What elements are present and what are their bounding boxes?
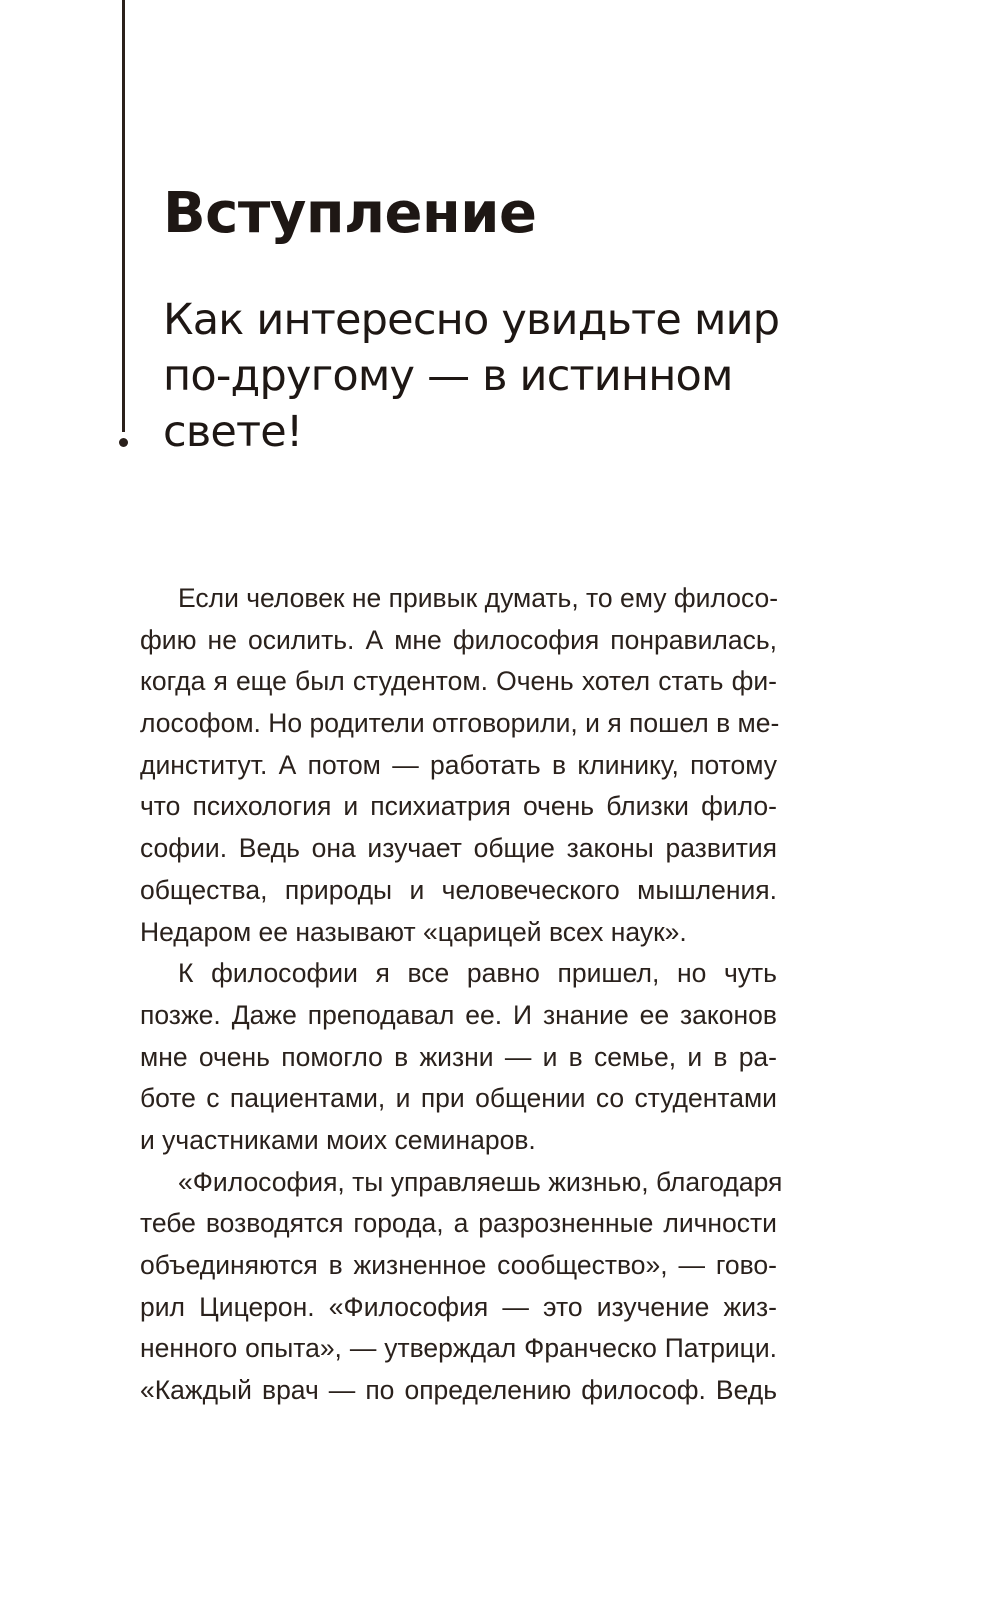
paragraph-2-line: позже. Даже преподавал ее. И знание ее законов: [140, 999, 777, 1030]
rule-end-dot: [119, 438, 128, 447]
paragraph-2-line: боте с пациентами, и при общении со студентами: [140, 1083, 777, 1114]
chapter-subtitle: [163, 292, 803, 460]
paragraph-1-line: софии. Ведь она изучает общие законы развития: [140, 833, 777, 864]
paragraph-1-line: что психология и психиатрия очень близки фило-: [140, 791, 777, 822]
paragraph-2-line: и участниками моих семинаров.: [140, 1124, 536, 1155]
paragraph-3-line: «Каждый врач — по определению философ. Ведь: [140, 1375, 777, 1406]
paragraph-2-line: мне очень помогло в жизни — и в семье, и в ра-: [140, 1041, 777, 1072]
paragraph-1-line: общества, природы и человеческого мышления.: [140, 874, 777, 905]
paragraph-2-line: К философии я все равно пришел, но чуть: [178, 958, 777, 989]
paragraph-1-line: когда я еще был студентом. Очень хотел стать фи-: [140, 666, 777, 697]
chapter-title: Вступление: [163, 181, 537, 246]
subtitle-line: свете!: [163, 407, 303, 457]
paragraph-1-line: лософом. Но родители отговорили, и я пошел в ме-: [140, 708, 780, 739]
paragraph-1-line: Если человек не привык думать, то ему филосо-: [178, 583, 779, 613]
paragraph-3-line: объединяются в жизненное сообщество», — гово-: [140, 1250, 777, 1280]
paragraph-3-line: «Философия, ты управляешь жизнью, благодаря: [178, 1166, 783, 1197]
vertical-rule: [122, 0, 125, 432]
paragraph-1-line: фию не осилить. А мне философия понравилась,: [140, 624, 777, 655]
subtitle-line: по-другому — в истинном: [163, 351, 733, 401]
paragraph-3-line: тебе возводятся города, а разрозненные личности: [140, 1208, 777, 1239]
subtitle-line: Как интересно увидьте мир: [163, 295, 780, 345]
body-text: [140, 578, 783, 1412]
paragraph-3-line: рил Цицерон. «Философия — это изучение жиз-: [140, 1291, 777, 1322]
paragraph-3-line: ненного опыта», — утверждал Франческо Патрици.: [140, 1333, 777, 1364]
paragraph-1-line: динститут. А потом — работать в клинику, потому: [140, 749, 777, 780]
paragraph-1-line: Недаром ее называют «царицей всех наук».: [140, 916, 687, 947]
